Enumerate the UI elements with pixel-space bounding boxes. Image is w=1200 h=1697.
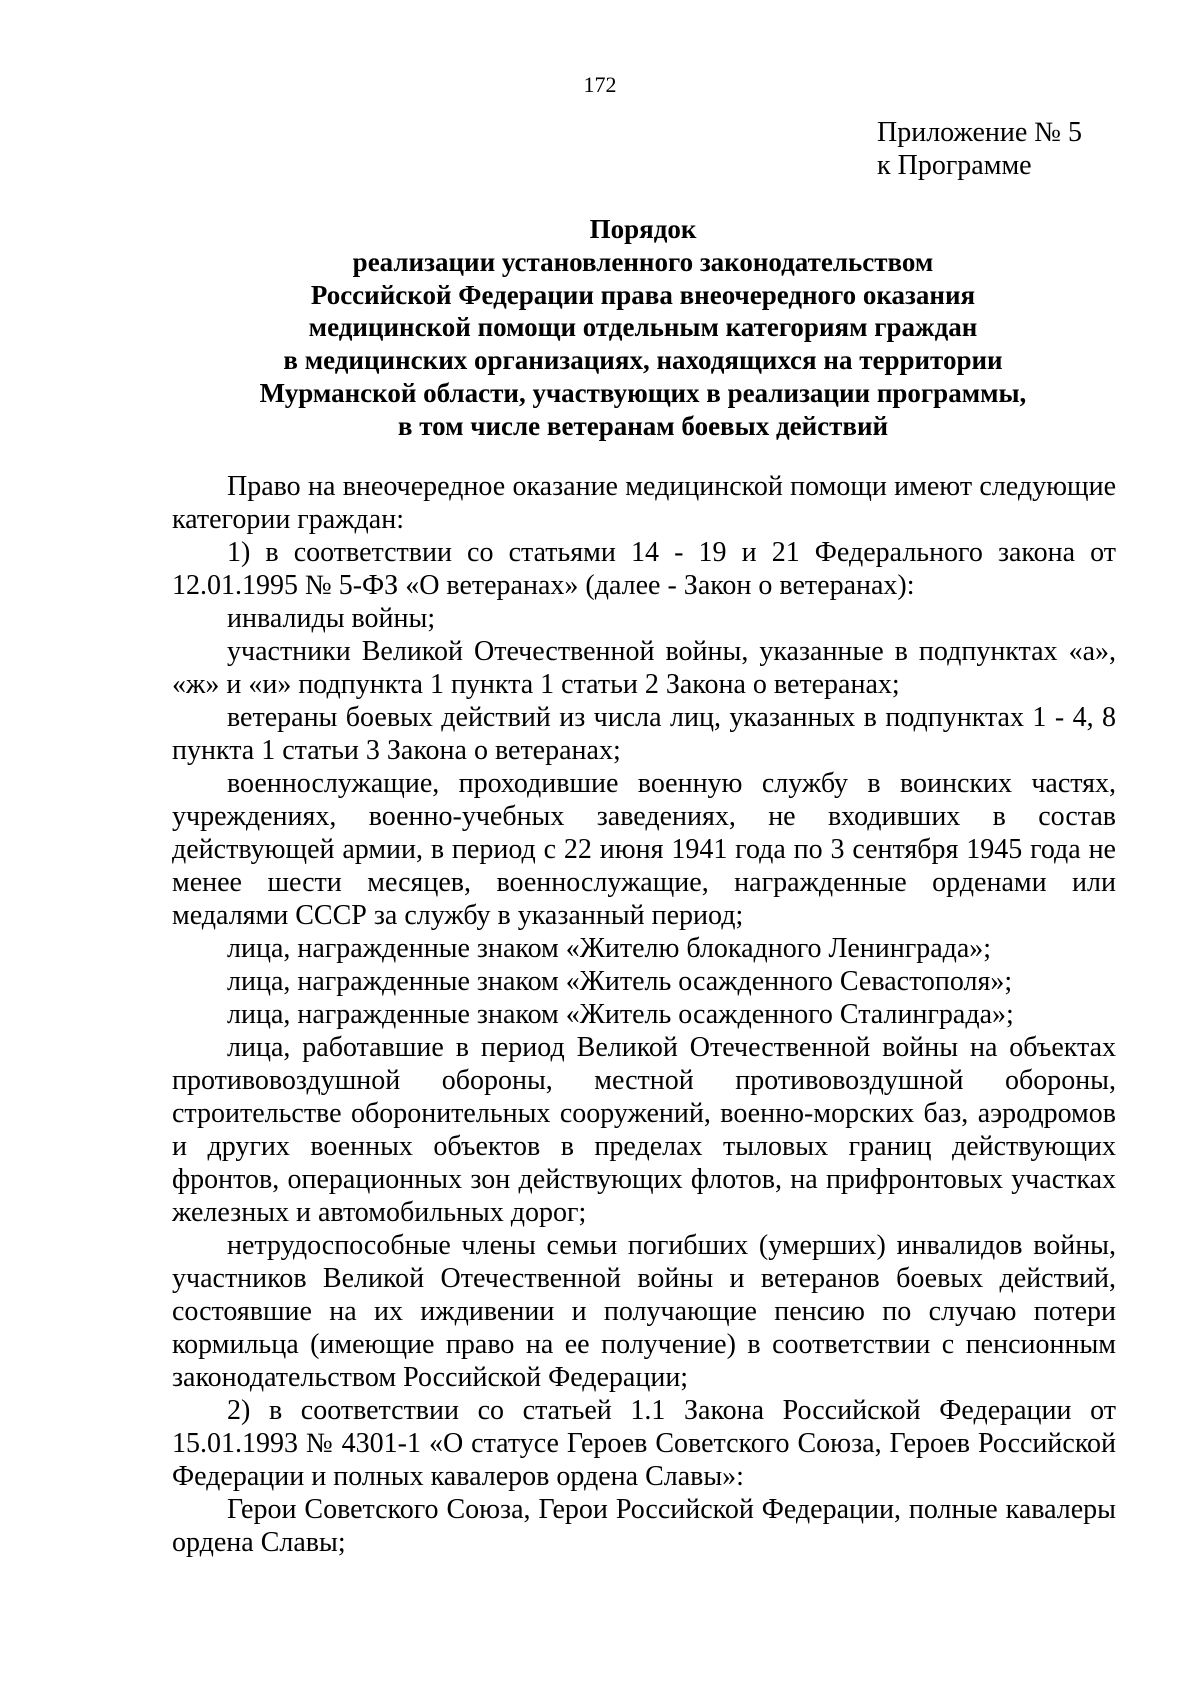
list-item: ветераны боевых действий из числа лиц, указанных в подпунктах 1 - 4, 8 пункта 1 статьи 3 Закона о ветеранах;	[172, 702, 1116, 766]
list-item: 1) в соответствии со статьями 14 - 19 и 21 Федерального закона от 12.01.1995 № 5-ФЗ «О ветеранах» (далее - Закон о ветеранах):	[172, 537, 1116, 601]
list-item: инвалиды войны;	[227, 603, 436, 634]
appendix-number: Приложение № 5	[877, 117, 1082, 148]
appendix-reference	[877, 116, 1082, 182]
list-item: лица, награжденные знаком «Житель осажденного Севастополя»;	[227, 966, 1013, 997]
appendix-program: к Программе	[877, 150, 1032, 181]
list-item: 2) в соответствии со статьей 1.1 Закона Российской Федерации от 15.01.1993 № 4301-1 «О статусе Героев Советского Союза, Героев Российской Федерации и полных кавалеров ордена Славы»:	[172, 1395, 1116, 1492]
title-line: Порядок	[589, 214, 697, 244]
list-item: участники Великой Отечественной войны, указанные в подпунктах «а», «ж» и «и» подпункта 1 пункта 1 статьи 2 Закона о ветеранах;	[172, 636, 1116, 700]
page-number: 172	[583, 72, 617, 97]
title-line: Российской Федерации права внеочередного оказания	[310, 279, 976, 310]
title-line: медицинской помощи отдельным категориям граждан	[308, 312, 978, 343]
list-item: лица, награжденные знаком «Житель осажденного Сталинграда»;	[227, 999, 1014, 1030]
list-item: лица, награжденные знаком «Жителю блокадного Ленинграда»;	[227, 933, 992, 964]
title-line: Мурманской области, участвующих в реализации программы,	[259, 377, 1027, 408]
intro-paragraph: Право на внеочередное оказание медицинской помощи имеют следующие категории граждан:	[172, 471, 1116, 535]
title-line: реализации установленного законодательством	[352, 246, 934, 277]
title-line: в медицинских организациях, находящихся на территории	[283, 345, 1003, 376]
list-item: Герои Советского Союза, Герои Российской Федерации, полные кавалеры ордена Славы;	[172, 1494, 1116, 1558]
list-item: нетрудоспособные члены семьи погибших (умерших) инвалидов войны, участников Великой Отечественной войны и ветеранов боевых действий, состоявшие на их иждивении и получающие пенсию по случаю потери кормильца (имеющие право на ее получение) в соответствии с пенсионным законодательством Российской Федерации;	[172, 1230, 1116, 1393]
list-item: лица, работавшие в период Великой Отечественной войны на объектах противовоздушной обороны, местной противовоздушной обороны, строительстве оборонительных сооружений, военно-морских баз, аэродромов и других военных объектов в пределах тыловых границ действующих фронтов, операционных зон действующих флотов, на прифронтовых участках железных и автомобильных дорог;	[172, 1032, 1116, 1228]
document-title	[170, 213, 1116, 443]
list-item: военнослужащие, проходившие военную службу в воинских частях, учреждениях, военно-учебных заведениях, не входивших в состав действующей армии, в период с 22 июня 1941 года по 3 сентября 1945 года не менее шести месяцев, военнослужащие, награжденные орденами или медалями СССР за службу в указанный период;	[172, 768, 1116, 931]
document-body	[172, 470, 1116, 1559]
title-line: в том числе ветеранам боевых действий	[397, 410, 889, 441]
